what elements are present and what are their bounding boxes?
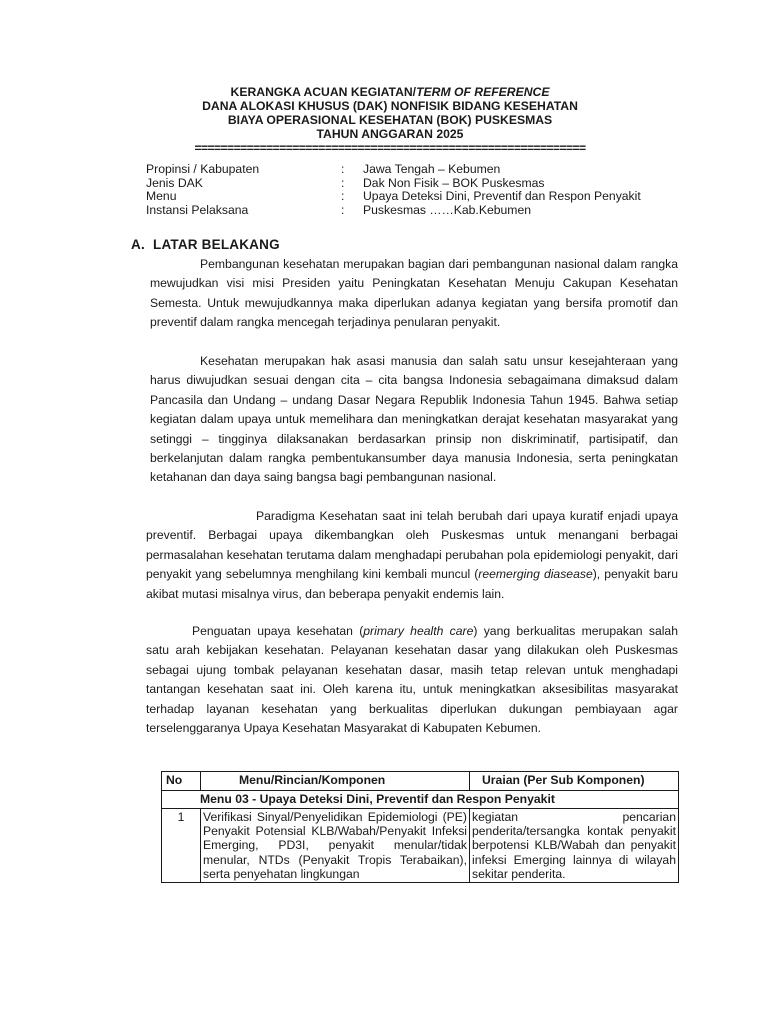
meta-colon: : xyxy=(341,189,345,204)
header-title-italic: TERM OF REFERENCE xyxy=(416,85,550,99)
meta-key: Jenis DAK xyxy=(146,175,203,190)
document-header xyxy=(0,85,768,155)
meta-key: Propinsi / Kabupaten xyxy=(146,162,260,176)
meta-colon: : xyxy=(341,162,345,176)
table-header-row xyxy=(162,772,679,791)
paragraph-3-italic: reemerging diasease xyxy=(478,567,593,582)
paragraph-4-text-a: Penguatan upaya kesehatan ( xyxy=(192,624,364,638)
paragraph-3 xyxy=(146,507,678,604)
section-number: A. xyxy=(131,237,145,252)
meta-row-propinsi xyxy=(146,163,641,177)
paragraph-4-text-b: ) yang berkualitas merupakan salah satu arah kebijakan kesehatan. Pelayanan kesehatan dasar yang dilakukan oleh Puskesmas sebagai ujung tombak pelayanan kesehatan dasar, masih tetap relevan untuk menghadapi tantangan kesehatan saat ini. Oleh karena itu, untuk meningkatkan aksesibilitas masyarakat terhadap layanan kesehatan yang berkualitas diperlukan dukungan pembiayaan agar terselenggaranya Upaya Kesehatan Masyarakat di Kabupaten Kebumen. xyxy=(146,624,678,736)
header-title-prefix: KERANGKA ACUAN KEGIATAN/ xyxy=(230,85,417,99)
meta-value: Upaya Deteksi Dini, Preventif dan Respon Penyakit xyxy=(363,189,641,204)
meta-info xyxy=(146,163,641,217)
meta-value: Puskesmas ……Kab.Kebumen xyxy=(363,202,531,217)
header-dak-line: DANA ALOKASI KHUSUS (DAK) NONFISIK BIDANG KESEHATAN xyxy=(202,99,578,113)
paragraph-4 xyxy=(146,622,678,738)
table-row xyxy=(162,809,679,883)
meta-colon: : xyxy=(341,202,345,217)
section-title: LATAR BELAKANG xyxy=(153,237,280,252)
meta-value: Jawa Tengah – Kebumen xyxy=(363,162,501,176)
section-heading-latar-belakang xyxy=(131,237,280,252)
paragraph-3-text-a: Paradigma Kesehatan saat ini telah berubah dari upaya kuratif enjadi upaya preventif. Berbagai upaya dikembangkan oleh Puskesmas untuk menangani berbagai permasalahan kesehatan terutama dalam menghadapi perubahan pola epidemiologi penyakit, dari penyakit yang sebelumnya menghilang kini kembali muncul ( xyxy=(146,509,678,582)
paragraph-3-text-b: ), penyakit baru akibat mutasi misalnya virus, dan beberapa penyakit endemis lain. xyxy=(146,567,678,601)
meta-colon: : xyxy=(341,175,345,190)
header-rule: ============================================================ xyxy=(194,141,586,155)
meta-row-instansi xyxy=(146,204,641,218)
meta-key: Menu xyxy=(146,189,177,204)
paragraph-2: Kesehatan merupakan hak asasi manusia dan salah satu unsur kesejahteraan yang harus diwujudkan sesuai dengan cita – cita bangsa Indonesia sebagaimana dimaksud dalam Pancasila dan Undang – undang Dasar Negara Republik Indonesia Tahun 1945. Bahwa setiap kegiatan dalam upaya untuk memelihara dan meningkatkan derajat kesehatan masyarakat yang setinggi – tingginya dilaksanakan berdasarkan prinsip non diskriminatif, partisipatif, dan berkelanjutan dalam rangka pembentukansumber daya manusia Indonesia, serta peningkatan ketahanan dan daya saing bangsa bagi pembangunan nasional. xyxy=(150,354,678,485)
paragraph-1: Pembangunan kesehatan merupakan bagian dari pembangunan nasional dalam rangka mewujudkan visi misi Presiden yaitu Peningkatan Kesehatan Menuju Cakupan Kesehatan Semesta. Untuk mewujudkannya maka diperlukan adanya kegiatan yang bersifa promotif dan preventif dalam rangka mencegah terjadinya penularan penyakit. xyxy=(150,257,678,330)
component-table xyxy=(161,771,679,883)
meta-row-jenis-dak xyxy=(146,177,641,191)
paragraph-4-italic: primary health care xyxy=(363,624,474,638)
table-cell-menu: Verifikasi Sinyal/Penyelidikan Epidemiologi (PE) Penyakit Potensial KLB/Wabah/Penyakit Infeksi Emerging, PD3I, penyakit menular/tidak menular, NTDs (Penyakit Tropis Terabaikan), serta penyehatan lingkungan xyxy=(201,809,470,883)
table-subheader-row xyxy=(162,791,679,809)
header-bok-line: BIAYA OPERASIONAL KESEHATAN (BOK) PUSKESMAS xyxy=(227,113,553,127)
meta-row-menu xyxy=(146,190,641,204)
table-header-uraian: Uraian (Per Sub Komponen) xyxy=(470,772,679,791)
table-subheader: Menu 03 - Upaya Deteksi Dini, Preventif dan Respon Penyakit xyxy=(162,791,679,809)
table-cell-no: 1 xyxy=(162,809,201,883)
table-header-no: No xyxy=(162,772,201,791)
meta-value: Dak Non Fisik – BOK Puskesmas xyxy=(363,175,545,190)
header-year-line: TAHUN ANGGARAN 2025 xyxy=(316,127,464,141)
meta-key: Instansi Pelaksana xyxy=(146,202,249,217)
table-cell-uraian: kegiatan pencarian penderita/tersangka kontak penyakit berpotensi KLB/Wabah dan penyakit infeksi Emerging lainnya di wilayah sekitar penderita. xyxy=(470,809,679,883)
header-title-line xyxy=(0,85,768,99)
table-header-menu: Menu/Rincian/Komponen xyxy=(201,772,470,791)
